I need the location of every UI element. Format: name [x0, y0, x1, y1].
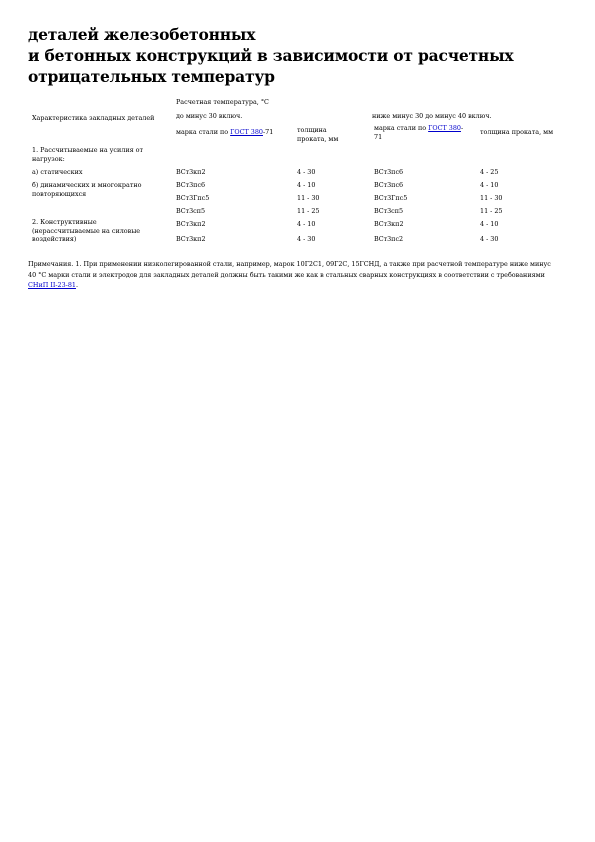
thickness-cell: 4 - 30 [480, 235, 499, 243]
thickness-cell: 11 - 25 [297, 207, 320, 215]
table-note [28, 259, 558, 291]
header-characteristic: Характеристика закладных деталей [32, 114, 155, 122]
thickness-cell: 4 - 30 [297, 235, 316, 243]
grade-suffix: -71 [374, 124, 464, 141]
grade-cell: ВСт3пс6 [374, 181, 404, 189]
page-title [28, 24, 578, 87]
header-range-1: до минус 30 включ. [176, 112, 243, 120]
section-1-label: 1. Рассчитываемые на усилия от нагрузок: [32, 146, 144, 163]
thickness-cell: 11 - 30 [480, 194, 503, 202]
header-grade-1 [176, 128, 273, 137]
thickness-cell: 4 - 10 [297, 181, 316, 189]
header-grade-2 [374, 124, 466, 141]
grade-cell: ВСт3пс6 [176, 181, 206, 189]
thickness-cell: 4 - 25 [480, 168, 499, 176]
grade-cell: ВСт3пс2 [374, 235, 404, 243]
thickness-cell: 4 - 10 [480, 220, 499, 228]
thickness-cell: 4 - 30 [297, 168, 316, 176]
gost-380-link[interactable]: ГОСТ 380 [428, 124, 461, 132]
grade-cell: ВСт3сп5 [374, 207, 404, 215]
grade-cell: ВСт3Гпс5 [374, 194, 408, 202]
thickness-cell: 4 - 10 [297, 220, 316, 228]
grade-cell: ВСт3сп5 [176, 207, 206, 215]
grade-cell: ВСт3Гпс5 [176, 194, 210, 202]
row-a-label: а) статических [32, 168, 83, 176]
header-temperature: Расчетная температура, °С [176, 98, 269, 106]
header-thickness-1: толщина проката, мм [297, 126, 339, 143]
gost-380-link[interactable]: ГОСТ 380 [230, 128, 263, 136]
grade-cell: ВСт3пс6 [374, 168, 404, 176]
thickness-cell: 4 - 10 [480, 181, 499, 189]
grade-cell: ВСт3кп2 [176, 220, 206, 228]
snip-link[interactable]: СНиП II-23-81 [28, 281, 76, 289]
section-2-label: 2. Конструктивные (нерассчитываемые на силовые воздействия) [32, 218, 141, 243]
title-line-1: деталей железобетонных [28, 25, 256, 44]
note-text: Примечания. 1. При применении низколегированной стали, например, марок 10Г2С1, 09Г2С, 15ГСНД, а также при расчетной температуре ниже минус 40 °С марки стали и электродов для закладных деталей должны быть такими же как в стальных сварных конструкциях в соответствии с требованиями [28, 260, 551, 279]
grade-cell: ВСт3кп2 [176, 168, 206, 176]
grade-prefix: марка стали по [176, 128, 231, 136]
note-end: . [75, 281, 79, 289]
title-line-2: и бетонных конструкций в зависимости от расчетных [28, 46, 514, 65]
title-line-3: отрицательных температур [28, 67, 275, 86]
thickness-cell: 11 - 25 [480, 207, 503, 215]
grade-suffix: -71 [262, 128, 274, 136]
header-thickness-2: толщина проката, мм [480, 128, 554, 136]
header-range-2: ниже минус 30 до минус 40 включ. [372, 112, 492, 120]
grade-prefix: марка стали по [374, 124, 429, 132]
row-b-label: б) динамических и многократно повторяющихся [32, 181, 142, 198]
thickness-cell: 11 - 30 [297, 194, 320, 202]
grade-cell: ВСт3кп2 [374, 220, 404, 228]
grade-cell: ВСт3кп2 [176, 235, 206, 243]
